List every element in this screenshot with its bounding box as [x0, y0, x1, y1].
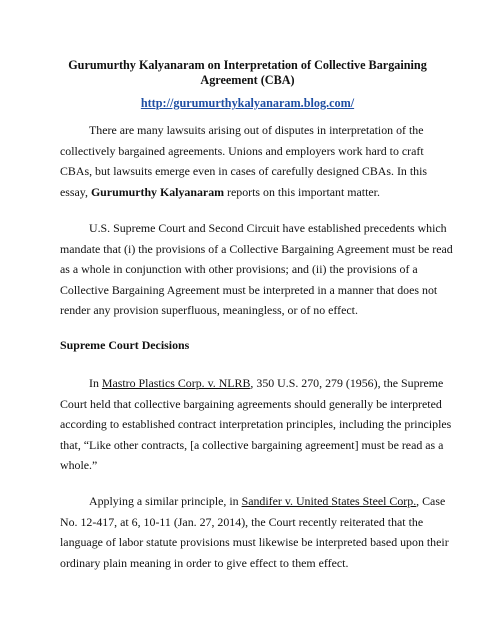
blog-url-link[interactable]: http://gurumurthykalyanaram.blog.com/ [140, 96, 355, 110]
paragraph-line: There are many lawsuits arising out of disputes in interpretation of the [89, 123, 424, 137]
paragraph-line: Court held that collective bargaining agreements should generally be interpreted [60, 396, 442, 411]
text-run: reports on this important matter. [224, 184, 380, 199]
paragraph-line: collectively bargained agreements. Unions and employers work hard to craft [60, 143, 424, 158]
paragraph-intro [60, 120, 450, 202]
paragraph-line: according to established contract interpretation principles, including the principles [60, 417, 452, 431]
paragraph-line: Collective Bargaining Agreement must be interpreted in a manner that does not [60, 282, 438, 297]
paragraph-line: No. 12-417, at 6, 10-11 (Jan. 27, 2014), the Court recently reiterated that the [60, 514, 424, 529]
paragraph-line: ordinary plain meaning in order to give effect to them effect. [60, 555, 349, 570]
paragraph-mastro-plastics [60, 373, 450, 476]
paragraph-line: that, “Like other contracts, [a collective bargaining agreement] must be read as a [60, 437, 444, 452]
paragraph-line: whole.” [60, 458, 98, 472]
paragraph-line [60, 491, 450, 512]
paragraph-precedents [60, 218, 453, 321]
paragraph-line: CBAs, but lawsuits emerge even in cases of carefully designed CBAs. In this [60, 164, 428, 178]
case-citation: Mastro Plastics Corp. v. NLRB [101, 376, 251, 390]
text-run: In [89, 376, 102, 390]
text-run: , 350 U.S. 270, 279 (1956), the Supreme [250, 376, 444, 390]
paragraph-line: U.S. Supreme Court and Second Circuit have established precedents which [89, 221, 447, 235]
paragraph-line [60, 373, 450, 394]
text-run: , Case [416, 494, 446, 508]
paragraph-line: render any provision superfluous, meaningless, or of no effect. [60, 303, 358, 317]
text-run: essay, [60, 184, 91, 199]
paragraph-line: as a whole in conjunction with other provisions; and (ii) the provisions of a [60, 262, 418, 276]
section-heading: Supreme Court Decisions [60, 338, 190, 352]
case-citation: Sandifer v. United States Steel Corp. [241, 494, 417, 508]
title-line-2: Agreement (CBA) [200, 73, 295, 87]
paragraph-line [60, 182, 450, 203]
title-line-1: Gurumurthy Kalyanaram on Interpretation of Collective Bargaining [68, 58, 427, 72]
document-title [60, 58, 435, 88]
text-run: Applying a similar principle, in [89, 494, 242, 508]
paragraph-sandifer [60, 491, 450, 573]
paragraph-line: mandate that (i) the provisions of a Collective Bargaining Agreement must be read [60, 241, 453, 256]
paragraph-line: language of labor statute provisions must likewise be interpreted based upon their [60, 535, 449, 549]
author-name: Gurumurthy Kalyanaram [90, 184, 225, 199]
